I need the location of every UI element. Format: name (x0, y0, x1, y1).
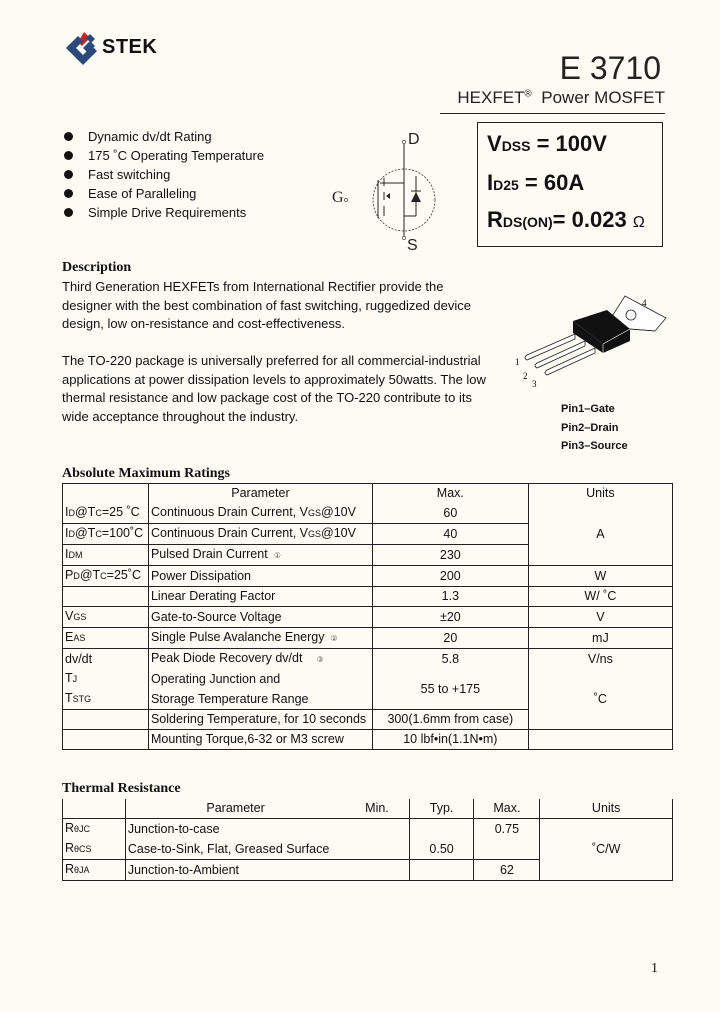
svg-text:2: 2 (523, 371, 528, 381)
thermal-table (62, 799, 673, 881)
table-row: ID@TC=100˚C Continuous Drain Current, VGS@10V 40 (63, 524, 673, 545)
pin-label: Pin3–Source (561, 440, 628, 452)
mosfet-symbol-icon (320, 128, 450, 256)
feature-list (62, 127, 264, 222)
svg-text:4: 4 (642, 298, 647, 308)
table-row: dv/dt Peak Diode Recovery dv/dt ③ 5.8 V/ns (63, 649, 673, 670)
table-row: VGS Gate-to-Source Voltage ±20 V (63, 607, 673, 628)
feature-item: Ease of Paralleling (62, 184, 264, 203)
brand-name: STEK (102, 36, 158, 58)
description-paragraph-1: Third Generation HEXFETs from International Rectifier provide the designer with the best combination of fast switching, ruggedized device design, low on-resistance and cost-effectiveness. (62, 279, 472, 331)
feature-item: Dynamic dv/dt Rating (62, 127, 264, 146)
col-header-units: Units (540, 799, 673, 819)
description-paragraph-2: The TO-220 package is universally preferred for all commercial-industrial applications at power dissipation levels to approximately 50watts. The low thermal resistance and low package cost of the TO-220 contribute to its wide acceptance throughout the industry. (62, 353, 486, 424)
table-row: TSTG Storage Temperature Range (63, 689, 673, 710)
spec-id25: ID25 = 60A (487, 170, 585, 195)
table-row: RθJA Junction-to-Ambient 62 (63, 860, 673, 881)
abs-max-table (62, 483, 673, 750)
col-header-units: Units (528, 484, 672, 504)
to220-package-icon (505, 293, 670, 393)
page-number: 1 (651, 961, 658, 976)
table-row: Linear Derating Factor 1.3 W/ ˚C (63, 587, 673, 607)
bullet-icon (64, 132, 73, 141)
key-specs-box (477, 122, 663, 247)
feature-item: 175 ˚C Operating Temperature (62, 146, 264, 165)
table-row: Soldering Temperature, for 10 seconds 300(1.6mm from case) (63, 710, 673, 730)
spec-vdss: VDSS = 100V (487, 131, 607, 156)
bullet-icon (64, 151, 73, 160)
pin-label: Pin1–Gate (561, 403, 615, 415)
feature-item: Fast switching (62, 165, 264, 184)
header-divider (440, 113, 665, 114)
part-number: E 3710 (559, 50, 661, 86)
bullet-icon (64, 208, 73, 217)
unit-celsius: ˚C (528, 669, 672, 730)
col-header-min: Min. (365, 801, 389, 815)
unit-amps: A (528, 503, 672, 566)
table-row: PD@TC=25˚C Power Dissipation 200 W (63, 566, 673, 587)
table-row: RθCS Case-to-Sink, Flat, Greased Surface 0.50 (63, 839, 673, 860)
table-row: EAS Single Pulse Avalanche Energy ② 20 mJ (63, 628, 673, 649)
svg-text:S: S (407, 237, 418, 254)
svg-text:D: D (408, 131, 420, 148)
product-subtitle: HEXFET® Power MOSFET (457, 88, 665, 107)
unit-cw: ˚C/W (540, 819, 673, 881)
bullet-icon (64, 170, 73, 179)
feature-item: Simple Drive Requirements (62, 203, 264, 222)
svg-text:3: 3 (532, 379, 537, 389)
col-header-parameter: Parameter (125, 799, 345, 819)
pin-label: Pin2–Drain (561, 421, 619, 434)
table-row: ID@TC=25 ˚C Continuous Drain Current, VGS@10V 60 A (63, 503, 673, 524)
bullet-icon (64, 189, 73, 198)
spec-rdson: RDS(ON)= 0.023 Ω (487, 207, 645, 232)
description-heading: Description (62, 260, 132, 275)
col-header-parameter: Parameter (148, 484, 372, 504)
table-header-row (63, 484, 673, 504)
table-row: Mounting Torque,6-32 or M3 screw 10 lbf•in(1.1N•m) (63, 730, 673, 750)
table-row: TJ Operating Junction and 55 to +175 ˚C (63, 669, 673, 689)
col-header-typ: Typ. (409, 799, 474, 819)
pinout-list (561, 400, 628, 456)
thermal-heading: Thermal Resistance (62, 781, 181, 796)
svg-text:G: G (332, 189, 344, 206)
table-row: RθJC Junction-to-case 0.75 ˚C/W (63, 819, 673, 840)
svg-text:1: 1 (515, 357, 520, 367)
abs-max-heading: Absolute Maximum Ratings (62, 466, 231, 481)
col-header-max: Max. (474, 799, 540, 819)
table-header-row (63, 799, 673, 819)
table-row: IDM Pulsed Drain Current ① 230 (63, 545, 673, 566)
col-header-max: Max. (372, 484, 528, 504)
